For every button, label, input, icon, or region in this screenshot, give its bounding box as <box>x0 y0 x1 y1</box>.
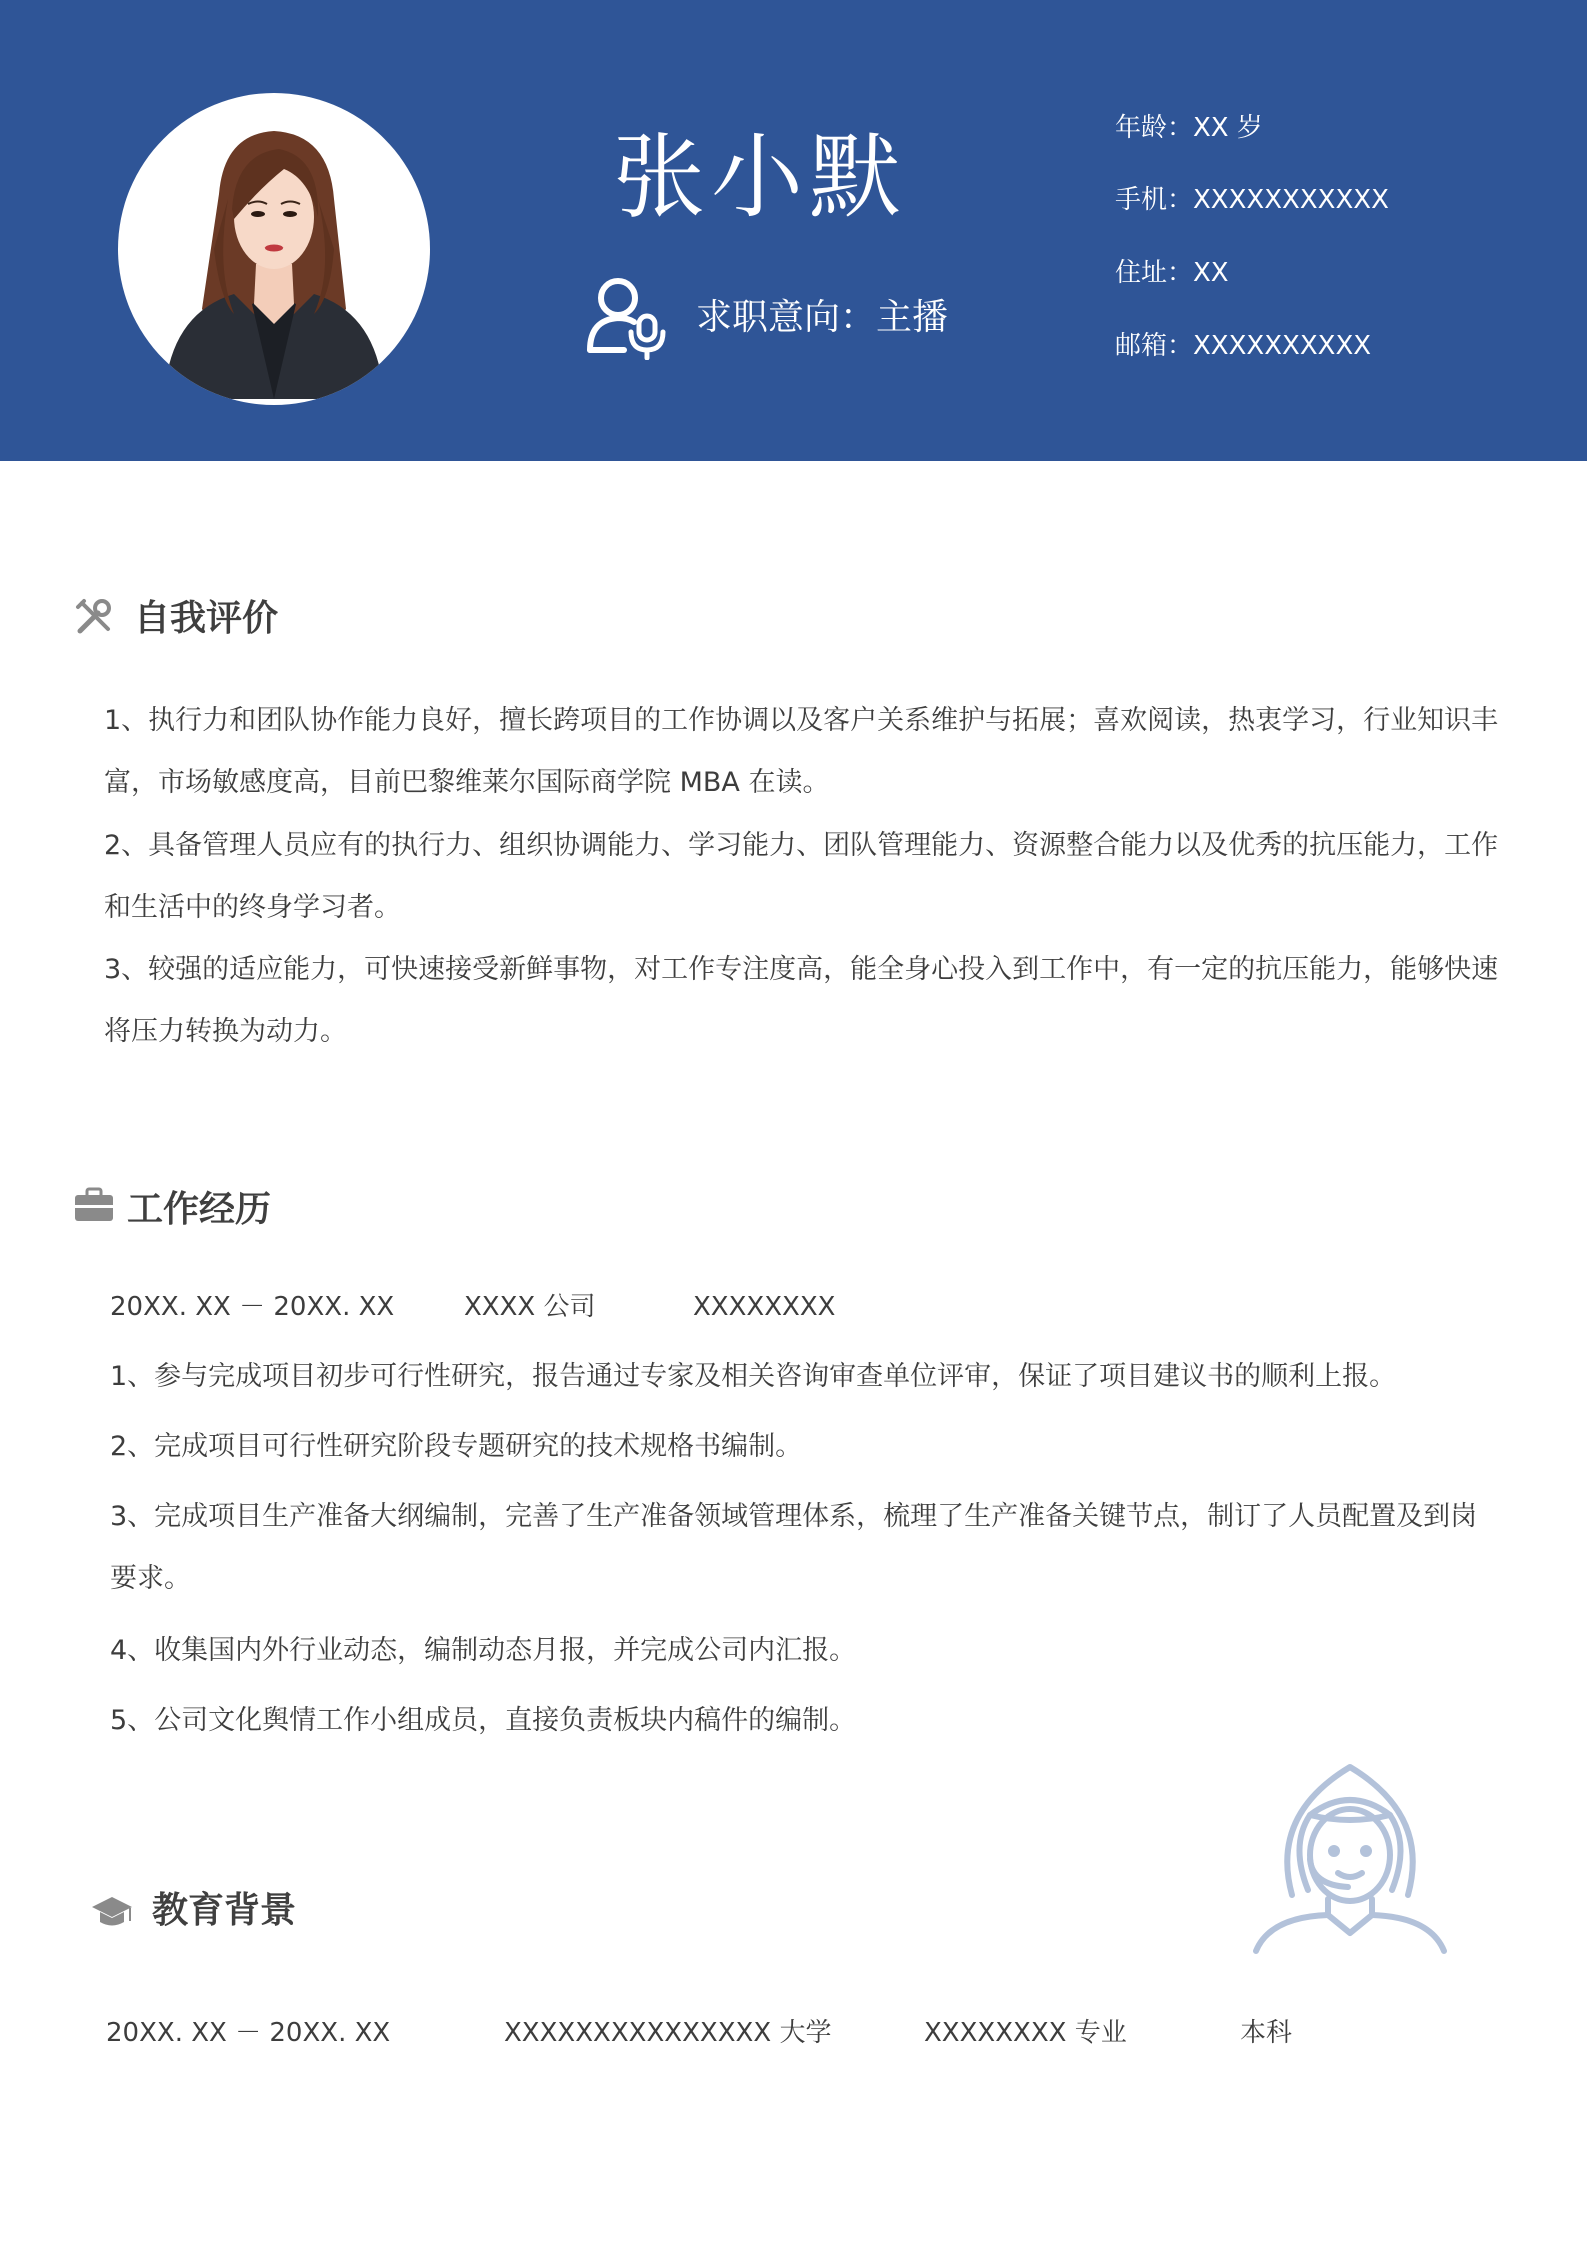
work-position: XXXXXXXX <box>693 1292 836 1322</box>
work-item: 2、完成项目可行性研究阶段专题研究的技术规格书编制。 <box>110 1431 803 1462</box>
education-period: 20XX. XX － 20XX. XX <box>106 2018 391 2048</box>
work-item: 1、参与完成项目初步可行性研究，报告通过专家及相关咨询审查单位评审，保证了项目建议书的顺利上报。 <box>110 1361 1397 1392</box>
self-eval-item: 3、较强的适应能力，可快速接受新鲜事物，对工作专注度高，能全身心投入到工作中，有一定的抗压能力，能够快速将压力转换为动力。 <box>104 954 1499 1047</box>
section-title-education: 教育背景 <box>152 1890 297 1931</box>
job-intent: 求职意向：主播 <box>696 297 949 338</box>
work-item: 4、收集国内外行业动态，编制动态月报，并完成公司内汇报。 <box>110 1635 857 1666</box>
headset-girl-icon <box>1250 1755 1450 1965</box>
contact-address: 住址：XX <box>1115 258 1229 288</box>
graduation-cap-icon <box>90 1895 134 1929</box>
avatar <box>118 93 430 405</box>
avatar-portrait-icon <box>124 99 424 399</box>
contact-email: 邮箱：XXXXXXXXXX <box>1115 331 1372 361</box>
education-school: XXXXXXXXXXXXXXX 大学 <box>504 2018 832 2048</box>
contact-phone: 手机：XXXXXXXXXXX <box>1115 185 1389 215</box>
education-degree: 本科 <box>1240 2018 1293 2048</box>
work-item: 5、公司文化舆情工作小组成员，直接负责板块内稿件的编制。 <box>110 1705 857 1736</box>
work-item: 3、完成项目生产准备大纲编制，完善了生产准备领域管理体系，梳理了生产准备关键节点，制订了人员配置及到岗要求。 <box>110 1501 1478 1594</box>
user-microphone-icon <box>584 270 674 360</box>
self-eval-item: 2、具备管理人员应有的执行力、组织协调能力、学习能力、团队管理能力、资源整合能力以及优秀的抗压能力，工作和生活中的终身学习者。 <box>104 830 1499 923</box>
work-period: 20XX. XX － 20XX. XX <box>110 1292 395 1322</box>
header-banner <box>0 0 1587 461</box>
applicant-name: 张小默 <box>612 124 907 231</box>
section-title-work: 工作经历 <box>127 1189 272 1230</box>
work-company: XXXX 公司 <box>464 1292 596 1322</box>
briefcase-icon <box>74 1187 114 1223</box>
tools-icon <box>74 597 114 637</box>
section-title-self-eval: 自我评价 <box>134 598 279 639</box>
self-eval-item: 1、执行力和团队协作能力良好，擅长跨项目的工作协调以及客户关系维护与拓展；喜欢阅读，热衷学习，行业知识丰富，市场敏感度高，目前巴黎维莱尔国际商学院 MBA 在读。 <box>104 705 1499 798</box>
contact-age: 年龄：XX 岁 <box>1115 113 1263 143</box>
education-major: XXXXXXXX 专业 <box>924 2018 1127 2048</box>
